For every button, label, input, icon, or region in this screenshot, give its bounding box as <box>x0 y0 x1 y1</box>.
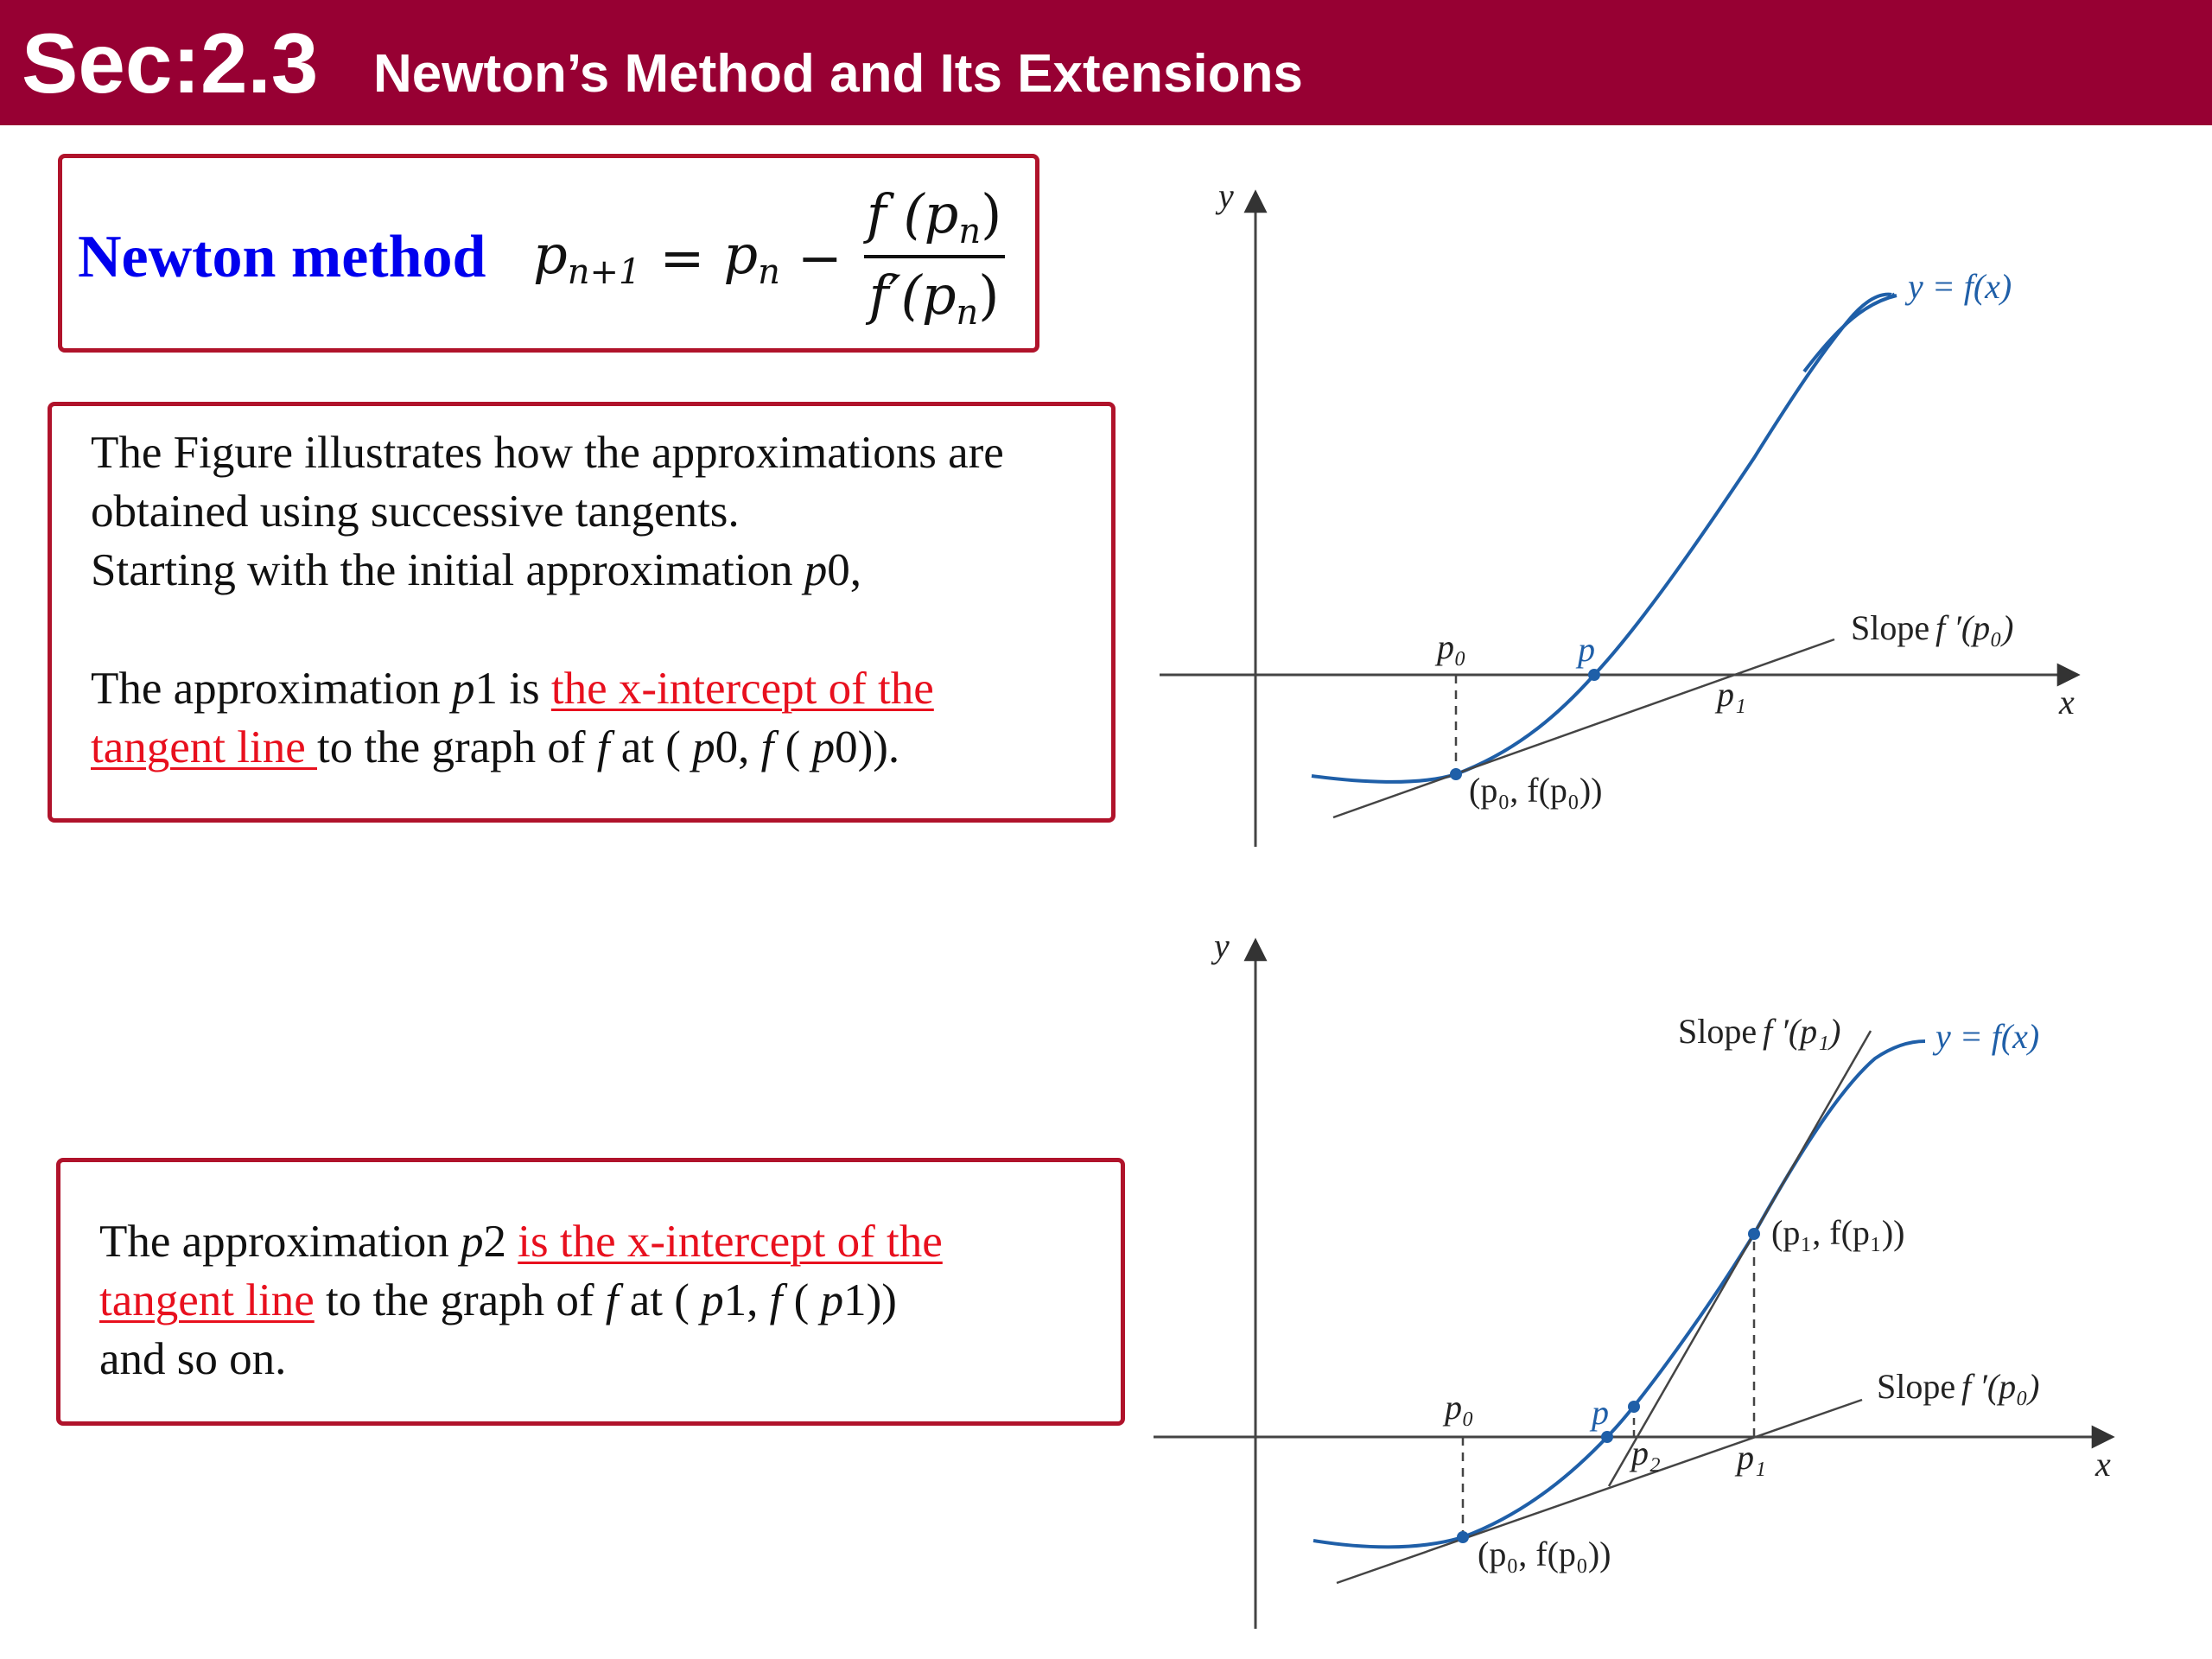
explanation2-line-3: and so on. <box>99 1334 287 1384</box>
explanation-line-5: tangent line to the graph of f at ( p0, f ( p0)). <box>91 722 900 772</box>
fig1-point-label: (p₀, f(p₀)) <box>1469 771 1603 810</box>
fig2-slope0-expr: f ′(p₀) <box>1961 1367 2040 1406</box>
formula-rhs: $p_n$ <box>723 223 780 292</box>
fig1-curve-label: y = f(x) <box>1908 267 2012 306</box>
fraction-denominator: $f'(p_n)$ <box>864 255 1005 333</box>
fig2-p1-label: p₁ <box>1737 1438 1766 1477</box>
fig2-slope0-word: Slope <box>1877 1367 1956 1406</box>
fig2-curve <box>1313 1041 1925 1547</box>
explanation-line-3: Starting with the initial approximation p0, <box>91 545 862 595</box>
formula-minus: − <box>797 226 842 289</box>
fig2-p0-label: p₀ <box>1445 1388 1474 1427</box>
fig2-curve-label: y = f(x) <box>1936 1017 2040 1056</box>
fig1-point-p <box>1588 669 1600 681</box>
explanation-line-2: obtained using successive tangents. <box>91 486 740 537</box>
fig2-slope1-expr: f ′(p₁) <box>1763 1012 1841 1051</box>
fig1-slope-expr: f ′(p₀) <box>1936 608 2014 647</box>
highlight-x-intercept: the x-intercept of the <box>550 664 934 714</box>
figure-1 <box>1160 176 2078 847</box>
explanation2-line-1: The approximation p2 is the x-intercept of the <box>99 1217 943 1267</box>
explanation-line-4: The approximation p1 is the x-intercept of the <box>91 664 934 714</box>
fraction-numerator: f $(p_n)$ <box>866 182 1002 251</box>
fig2-p2-label: p₂ <box>1631 1433 1661 1472</box>
fig2-slope1-word: Slope <box>1678 1012 1758 1051</box>
fig2-tangent-p1 <box>1609 1031 1871 1486</box>
fig1-p-label: p <box>1578 630 1595 669</box>
newton-method-label: Newton method <box>78 224 486 290</box>
fig2-point0-label: (p₀, f(p₀)) <box>1478 1535 1611 1573</box>
fig1-y-label: y <box>1218 176 1234 215</box>
highlight-x-intercept-2: is the x-intercept of the <box>518 1217 943 1267</box>
figure-2 <box>1154 926 2113 1629</box>
fig2-x-label: x <box>2095 1445 2111 1484</box>
explanation-line-1: The Figure illustrates how the approximations are <box>91 428 1004 478</box>
section-number: Sec:2.3 <box>22 16 319 111</box>
fig1-slope-word: Slope <box>1851 608 1930 647</box>
fig2-point-p1 <box>1748 1228 1760 1240</box>
fig2-point1-label: (p₁, f(p₁)) <box>1771 1213 1905 1252</box>
fig1-p0-label: p₀ <box>1437 627 1466 666</box>
fig2-p-label: p <box>1592 1393 1609 1432</box>
fig1-p1-label: p₁ <box>1717 675 1746 714</box>
formula-lhs: $p_{n+1}$ <box>533 223 641 292</box>
fig2-y-label: y <box>1214 926 1230 965</box>
section-title: Newton’s Method and Its Extensions <box>373 44 1303 104</box>
formula-equals: = <box>659 226 705 289</box>
highlight-tangent-line-2: tangent line <box>99 1275 315 1325</box>
fig2-point-p2 <box>1628 1401 1640 1413</box>
fig1-point-p0 <box>1450 768 1462 780</box>
fig2-point-p <box>1601 1431 1613 1443</box>
fig1-x-label: x <box>2059 683 2075 721</box>
explanation2-line-2: tangent line to the graph of f at ( p1, f ( p1)) <box>99 1275 897 1325</box>
fig2-point-p0 <box>1457 1531 1469 1543</box>
highlight-tangent-line: tangent line <box>91 722 317 772</box>
